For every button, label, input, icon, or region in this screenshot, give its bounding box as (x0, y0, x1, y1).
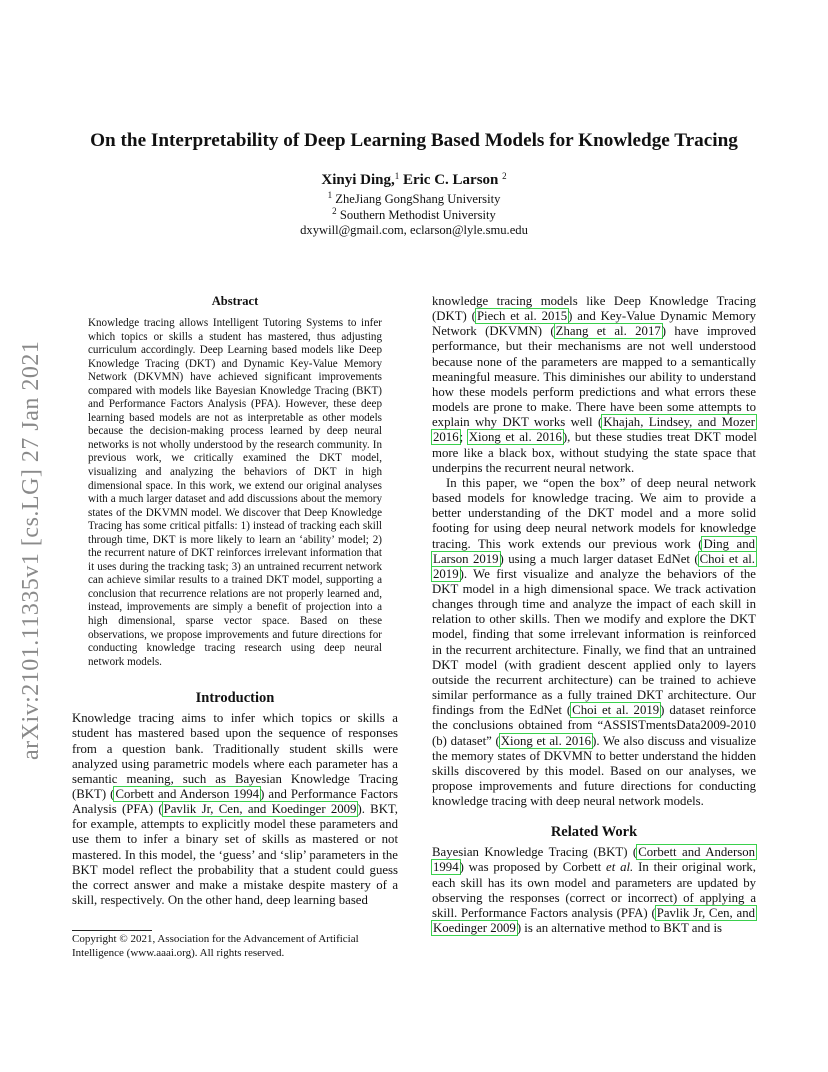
introduction-heading: Introduction (195, 690, 275, 707)
citation-link[interactable]: Pavlik Jr, Cen, and Koedinger 2009 (433, 905, 755, 936)
author-emails: dxywill@gmail.com, eclarson@lyle.smu.edu (300, 223, 528, 237)
citation-link[interactable]: Khajah, Lindsey, and Mozer 2016 (433, 415, 755, 445)
related-work-heading: Related Work (550, 824, 638, 841)
introduction-paragraph-1-continued: knowledge tracing models like Deep Knowledge Tracing (DKT) (Piech et al. 2015) and Key-Value Dynamic Memory Network (DKVMN) (Zhang et al. 2017) have improved performance, but their mechanisms are not well understood because none of the parameters are mapped to a semantically meaningful measure. This diminishes our ability to understand how these models perform predictions and what errors these models are prone to make. There have been some attempts to explain why DKT works well (Khajah, Lindsey, and Mozer 2016; Xiong et al. 2016), but these studies treat DKT model more like a black box, without studying the state space that underpins the recurrent neural network. (432, 294, 757, 475)
abstract-text: Knowledge tracing allows Intelligent Tutoring Systems to infer which topics or skills a student has mastered, thus adjusting curriculum accordingly. Deep Learning based models like Deep Knowledge Tracing (DKT) and Dynamic Key-Value Memory Network (DKVMN) have achieved significant improvements compared with models like Bayesian Knowledge Tracing (BKT) and Performance Factors Analysis (PFA). However, these deep learning based models are not as interpretable as other models because the decision-making process learned by deep neural networks is not wholly understood by the research community. In previous work, we critically examined the DKT model, visualizing and analyzing the behaviors of DKT in high dimensional space. In this work, we extend our original analyses with a much larger dataset and add discussions about the memory states of the DKVMN model. We discover that Deep Knowledge Tracing has some critical pitfalls: 1) instead of tracking each skill through time, DKT is more likely to learn an ‘ability’ model; 2) the recurrent nature of DKT reinforces irrelevant information that it uses during the tracking task; 3) an untrained recurrent network can achieve similar results to a trained DKT model, supporting a conclusion that recurrence relations are not properly learned and, instead, improvements are simply a benefit of projection into a high dimensional, sparse vector space. Based on these observations, we propose improvements and future directions for conducting knowledge tracing research using deep neural network models. (88, 317, 382, 668)
author-list (60, 170, 768, 190)
footnote-rule (72, 930, 152, 931)
citation-link[interactable]: Zhang et al. 2017 (555, 324, 661, 339)
author-affil-mark: 1 (394, 171, 400, 181)
citation-link[interactable]: Pavlik Jr, Cen, and Koedinger 2009 (163, 802, 357, 817)
author-affil-mark: 2 (502, 171, 507, 181)
citation-link[interactable]: Corbett and Anderson 1994 (433, 845, 755, 875)
citation-link[interactable]: Ding and Larson 2019 (433, 536, 755, 566)
introduction-paragraph-2: In this paper, we “open the box” of deep neural network based models for knowledge tracing. We aim to provide a better understanding of the DKT model and a more solid footing for using deep neural network models for knowledge tracing. This work extends our previous work (Ding and Larson 2019) using a much larger dataset EdNet (Choi et al. 2019). We first visualize and analyze the behaviors of the DKT model in a high dimensional space. We track activation changes through time and analyze the impact of each skill in relation to other skills. Then we modify and explore the DKT model, finding that some irrelevant information is reinforced in the recurrent architecture. Finally, we find that an untrained DKT model (with gradient descent applied only to layers outside the recurrent architecture) can be trained to achieve similar performance as a fully trained DKT architecture. Our findings from the EdNet (Choi et al. 2019) dataset reinforce the conclusions obtained from “ASSISTmentsData2009-2010 (b) dataset” (Xiong et al. 2016). We also discuss and visualize the memory states of DKVMN to better understand the hidden skills discovered by this model. Based on our analyses, we propose improvements and future directions for conducting knowledge tracing with deep neural network models. (432, 475, 756, 809)
introduction-paragraph-1: Knowledge tracing aims to infer which topics or skills a student has mastered based upon the sequence of responses from a question bank. Traditionally student skills were analyzed using parametric models where each parameter has a semantic meaning, such as Bayesian Knowledge Tracing (BKT) (Corbett and Anderson 1994) and Performance Factors Analysis (PFA) (Pavlik Jr, Cen, and Koedinger 2009). BKT, for example, attempts to explicitly model these parameters and use them to infer a binary set of skills as mastered or not mastered. In this model, the ‘guess’ and ‘slip’ parameters in the BKT model reflect the probability that a student could guess the correct answer and make a mistake despite mastery of a skill, respectively. On the other hand, deep learning based (72, 711, 398, 908)
related-work-paragraph: Bayesian Knowledge Tracing (BKT) (Corbett and Anderson 1994) was proposed by Corbett et al. In their original work, each skill has its own model and parameters are updated by observing the responses (correct or incorrect) of applying a skill. Performance Factors analysis (PFA) (Pavlik Jr, Cen, and Koedinger 2009) is an alternative method to BKT and is (432, 845, 756, 936)
citation-link[interactable]: Xiong et al. 2016 (468, 430, 562, 445)
paper-title: On the Interpretability of Deep Learning Based Models for Knowledge Tracing (90, 130, 738, 151)
left-column (72, 294, 398, 908)
author-name: Xinyi Ding, (321, 172, 395, 188)
citation-link[interactable]: Corbett and Anderson 1994 (115, 787, 260, 801)
citation-link[interactable]: Xiong et al. 2016 (500, 733, 592, 748)
affiliation: ZheJiang GongShang University (335, 192, 501, 206)
citation-link[interactable]: Choi et al. 2019 (433, 551, 756, 581)
affiliations (60, 192, 768, 239)
copyright-footnote: Copyright © 2021, Association for the Advancement of Artificial Intelligence (www.aaai.org). All rights reserved. (72, 933, 359, 959)
affil-mark: 2 (332, 205, 337, 216)
citation-link[interactable]: Piech et al. 2015 (476, 309, 568, 324)
right-column (432, 294, 756, 936)
citation-link[interactable]: Choi et al. 2019 (572, 703, 660, 718)
arxiv-identifier: arXiv:2101.11335v1 [cs.LG] 27 Jan 2021 (18, 340, 44, 760)
author-name: Eric C. Larson (402, 172, 499, 188)
affil-mark: 1 (327, 190, 333, 200)
affiliation: Southern Methodist University (339, 207, 496, 222)
abstract-heading: Abstract (211, 294, 259, 308)
